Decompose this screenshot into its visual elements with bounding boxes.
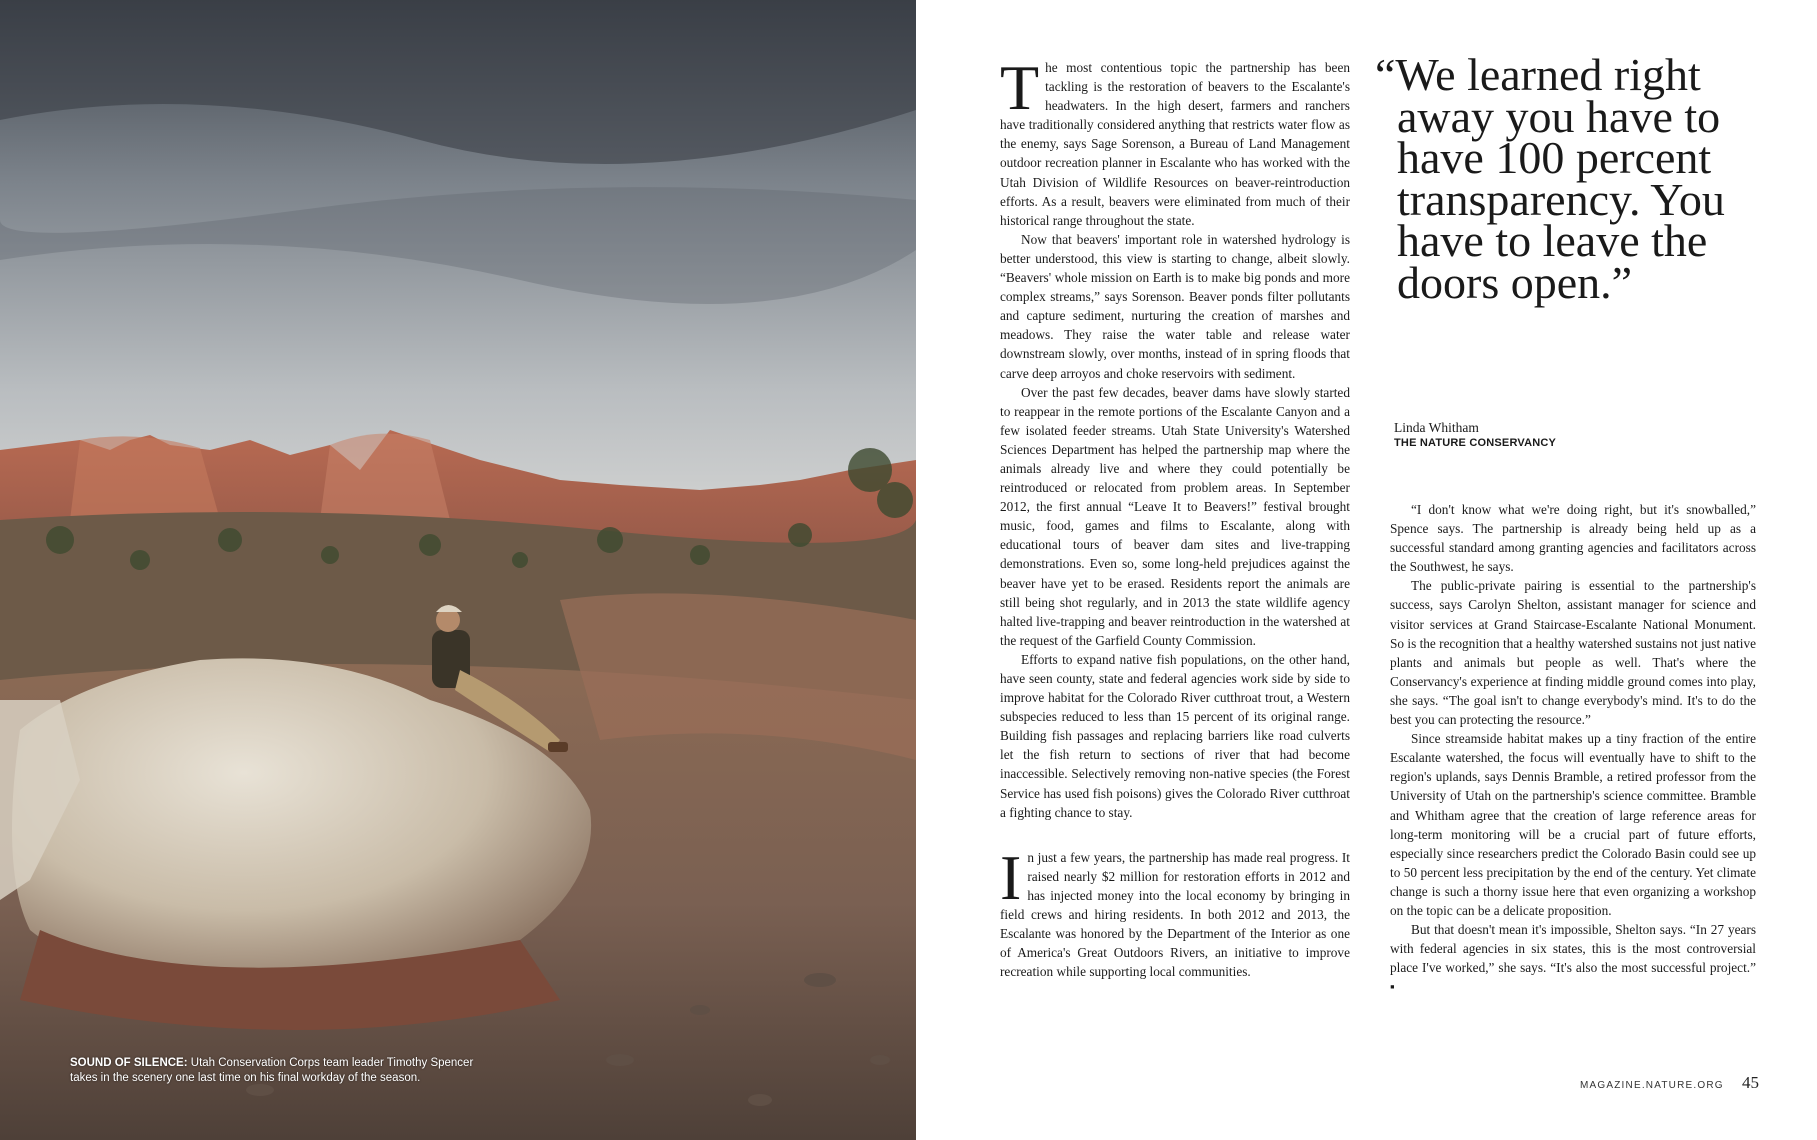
article-paragraph: The public-private pairing is essential to the partnership's success, says Carolyn Shelton, assistant manager for science and visitor services at Grand Staircase-Escalante National Monument. So is the recognition that a healthy watershed sustains not just native plants and animals but people as well. That's where the Conservancy's experience at finding middle ground comes into play, she says. “The goal isn't to change everybody's mind. It's to do the best you can protecting the resource.” [1390,578,1756,728]
article-paragraph: But that doesn't mean it's impossible, Shelton says. “In 27 years with federal agencies in six states, this is the most controversial place I've worked,” she says. “It's also the most successful project.” ▪ [1390,922,1756,995]
article-paragraph: Efforts to expand native fish populations, on the other hand, have seen county, state and federal agencies work side by side to improve habitat for the Colorado River cutthroat trout, a Western subspecies reduced to less than 15 percent of its original range. Building fish passages and replacing barriers like road culverts let the fish return to sections of river that had become inaccessible. Selectively removing non-native species (the Forest Service has used fish poisons) gives the Colorado River cutthroat a fighting chance to stay. [1000,651,1350,820]
quote-organization: THE NATURE CONSERVANCY [1394,437,1557,449]
caption-text: Utah Conservation Corps team leader Timothy Spencer takes in the scenery one last time on his final workday of the season. [70,1057,474,1084]
article-column-right [1390,500,1756,996]
page-number: 45 [1742,1073,1759,1092]
pull-quote [1375,49,1775,308]
quote-author: Linda Whitham [1394,420,1479,435]
drop-cap: I [1000,841,1022,913]
article-paragraph: “I don't know what we're doing right, but it's snowballed,” Spence says. The partnership is already being held up as a successful standard among granting agencies and facilitators across the Southwest, he says. [1390,502,1756,575]
caption-title: SOUND OF SILENCE: [70,1057,188,1069]
article-paragraph: Now that beavers' important role in watershed hydrology is better understood, this view is starting to change, albeit slowly. “Beavers' whole mission on Earth is to make big ponds and more complex streams,” says Sorenson. Beaver ponds filter pollutants and capture sediment, nurturing the creation of marshes and meadows. They raise the water table and release water downstream slowly, over months, instead of in spring floods that carve deep arroyos and choke reservoirs with sediment. [1000,231,1350,381]
footer-site-name: MAGAZINE.NATURE.ORG [1580,1080,1724,1091]
article-column-left [1000,52,1350,981]
article-paragraph: In just a few years, the partnership has made real progress. It raised nearly $2 million for restoration efforts in 2012 and has injected money into the local economy by bringing in field crews and hiring residents. In both 2012 and 2013, the Escalante was honored by the Department of the Interior as one of America's Great Outdoors Rivers, an initiative to improve recreation while supporting local communities. [1000,841,1350,980]
article-paragraph: The most contentious topic the partnership has been tackling is the restoration of beavers to the Escalante's headwaters. In the high desert, farmers and ranchers have traditionally considered anything that restricts water flow as the enemy, says Sage Sorenson, a Bureau of Land Management outdoor recreation planner in Escalante who has worked with the Utah Division of Wildlife Resources on beaver-reintroduction efforts. As a result, beavers were eliminated from much of their historical range throughout the state. [1000,52,1350,228]
photo-caption [70,1056,490,1086]
drop-cap: T [1000,52,1040,123]
pull-quote-text: “We learned right away you have to have 100 percent transparency. You have to leave the doors open.” [1375,49,1725,308]
article-paragraph: Since streamside habitat makes up a tiny fraction of the entire Escalante watershed, the focus will eventually have to shift to the region's uplands, says Dennis Bramble, a retired professor from the University of Utah on the partnership's science committee. Bramble and Whitham agree that the creation of large reference areas for long-term monitoring will be a crucial part of future efforts, especially since researchers predict the Colorado Basin could see up to 50 percent less precipitation by the end of the century. Yet climate change is such a thorny issue here that even organizing a workshop on the topic can be a delicate proposition. [1390,731,1756,918]
article-paragraph: Over the past few decades, beaver dams have slowly started to reappear in the remote portions of the Escalante Canyon and a few isolated feeder streams. Utah State University's Watershed Sciences Department has helped the partnership map where the animals already live and where they could potentially be reintroduced or relocated from problem areas. In September 2012, the first annual “Leave It to Beavers!” festival brought music, food, games and films to Escalante, along with educational tours of beaver dam sites and live-trapping demonstrations. Even so, some long-held prejudices against the beaver have yet to be erased. Residents report the animals are still being shot regularly, and in 2013 the state wildlife agency halted live-trapping and beaver reintroduction in the watershed at the request of the Garfield County Commission. [1000,384,1350,648]
